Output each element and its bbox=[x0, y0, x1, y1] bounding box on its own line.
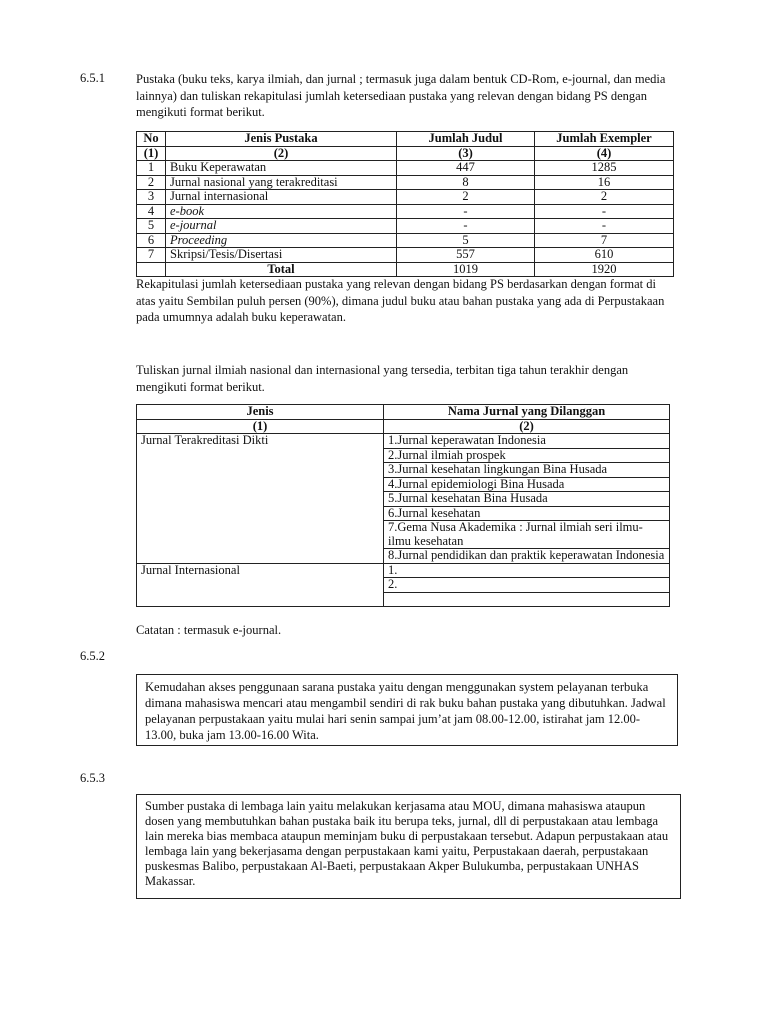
journal-intro: Tuliskan jurnal ilmiah nasional dan internasional yang tersedia, terbitan tiga tahun terakhir dengan mengikuti format berikut. bbox=[136, 363, 629, 394]
journal-subheader-row bbox=[137, 419, 670, 434]
row-exempler: 16 bbox=[535, 175, 674, 190]
group-label-dikti: Jurnal Terakreditasi Dikti bbox=[137, 434, 384, 564]
journal-item: 7.Gema Nusa Akademika : Jurnal ilmiah seri ilmu-ilmu kesehatan bbox=[384, 521, 670, 549]
subheader-cell: (2) bbox=[166, 146, 397, 161]
subheader-cell: (2) bbox=[384, 419, 670, 434]
table-row bbox=[137, 204, 674, 219]
row-jenis: e-book bbox=[166, 204, 397, 219]
journal-item: 3.Jurnal kesehatan lingkungan Bina Husada bbox=[384, 463, 670, 478]
total-exempler: 1920 bbox=[535, 262, 674, 277]
row-no: 7 bbox=[137, 248, 166, 263]
row-no: 6 bbox=[137, 233, 166, 248]
row-jenis: Proceeding bbox=[166, 233, 397, 248]
table-row bbox=[137, 248, 674, 263]
section-number-651: 6.5.1 bbox=[80, 71, 105, 85]
subheader-cell: (1) bbox=[137, 146, 166, 161]
row-jenis: Jurnal nasional yang terakreditasi bbox=[166, 175, 397, 190]
row-judul: - bbox=[397, 219, 535, 234]
access-info-box bbox=[136, 674, 678, 746]
table-row bbox=[137, 219, 674, 234]
row-exempler: 610 bbox=[535, 248, 674, 263]
row-judul: 447 bbox=[397, 161, 535, 176]
access-info-text: Kemudahan akses penggunaan sarana pustaka yaitu dengan menggunakan system pelayanan terbuka dimana mahasiswa mencari atau mengambil sendiri di rak buku bahan pustaka yang dibutuhkan. Jadwal pelayanan perpustakaan yaitu mulai hari senin sampai jum’at jam 08.00-12.00, istirahat jam 12.00-13.00, buka jam 13.00-16.00 Wita. bbox=[145, 680, 666, 742]
section-number-653: 6.5.3 bbox=[80, 771, 105, 785]
table-row bbox=[137, 233, 674, 248]
table-header-row bbox=[137, 132, 674, 147]
row-exempler: - bbox=[535, 219, 674, 234]
subheader-cell: (1) bbox=[137, 419, 384, 434]
journal-item: 6.Jurnal kesehatan bbox=[384, 506, 670, 521]
journal-item: 1. bbox=[384, 563, 670, 578]
row-jenis: Jurnal internasional bbox=[166, 190, 397, 205]
col-jenis-header: Jenis Pustaka bbox=[166, 132, 397, 147]
row-jenis: Buku Keperawatan bbox=[166, 161, 397, 176]
table-row bbox=[137, 434, 670, 449]
table-row bbox=[137, 190, 674, 205]
row-exempler: - bbox=[535, 204, 674, 219]
row-no: 4 bbox=[137, 204, 166, 219]
row-jenis: Skripsi/Tesis/Disertasi bbox=[166, 248, 397, 263]
total-judul: 1019 bbox=[397, 262, 535, 277]
col-jenis-header: Jenis bbox=[137, 405, 384, 420]
row-jenis: e-journal bbox=[166, 219, 397, 234]
table-subheader-row bbox=[137, 146, 674, 161]
row-judul: 2 bbox=[397, 190, 535, 205]
external-sources-box bbox=[136, 794, 681, 899]
table-row bbox=[137, 175, 674, 190]
journal-item: 4.Jurnal epidemiologi Bina Husada bbox=[384, 477, 670, 492]
collection-summary: Rekapitulasi jumlah ketersediaan pustaka yang relevan dengan bidang PS berdasarkan dengan format di atas yaitu Sembilan puluh persen (90%), dimana judul buku atau bahan pustaka yang ada di Perpustakaan pada umumnya adalah buku keperawatan. bbox=[136, 277, 665, 324]
external-sources-text: Sumber pustaka di lembaga lain yaitu melakukan kerjasama atau MOU, dimana mahasiswa ataupun dosen yang membutuhkan bahan pustaka baik itu berupa teks, jurnal, dll di perpustakaan atau lembaga lain mereka bias membaca ataupun meminjam buku di perpustakaan tersebut. Adapun perpustakaan atau lembaga lain yang bekerjasama dengan perpustakaan kami yaitu, Perpustakaan daerah, perpustakaan puskesmas Balibo, perpustakaan Al-Baeti, perpustakaan Akper Bulukumba, perpustakaan UNHAS Makassar. bbox=[145, 799, 669, 888]
col-judul-header: Jumlah Judul bbox=[397, 132, 535, 147]
journal-item-empty bbox=[384, 592, 670, 607]
row-judul: 8 bbox=[397, 175, 535, 190]
table-row bbox=[137, 563, 670, 578]
row-judul: 5 bbox=[397, 233, 535, 248]
journal-item: 2. bbox=[384, 578, 670, 593]
total-label: Total bbox=[166, 262, 397, 277]
group-label-internasional: Jurnal Internasional bbox=[137, 563, 384, 607]
row-no: 5 bbox=[137, 219, 166, 234]
journal-item: 1.Jurnal keperawatan Indonesia bbox=[384, 434, 670, 449]
section-651-intro: Pustaka (buku teks, karya ilmiah, dan jurnal ; termasuk juga dalam bentuk CD-Rom, e-journal, dan media lainnya) dan tuliskan rekapitulasi jumlah ketersediaan pustaka yang relevan dengan bidang PS dengan mengikuti format berikut. bbox=[136, 72, 666, 119]
table-row bbox=[137, 161, 674, 176]
row-exempler: 7 bbox=[535, 233, 674, 248]
row-exempler: 1285 bbox=[535, 161, 674, 176]
row-judul: 557 bbox=[397, 248, 535, 263]
col-exempler-header: Jumlah Exempler bbox=[535, 132, 674, 147]
library-collection-table bbox=[136, 131, 674, 277]
row-no: 3 bbox=[137, 190, 166, 205]
table-note: Catatan : termasuk e-journal. bbox=[136, 623, 282, 637]
row-no: 2 bbox=[137, 175, 166, 190]
row-judul: - bbox=[397, 204, 535, 219]
col-nama-jurnal-header: Nama Jurnal yang Dilanggan bbox=[384, 405, 670, 420]
journal-item: 5.Jurnal kesehatan Bina Husada bbox=[384, 492, 670, 507]
section-number-652: 6.5.2 bbox=[80, 649, 105, 663]
journal-table bbox=[136, 404, 670, 607]
col-no-header: No bbox=[137, 132, 166, 147]
journal-header-row bbox=[137, 405, 670, 420]
journal-item: 2.Jurnal ilmiah prospek bbox=[384, 448, 670, 463]
subheader-cell: (3) bbox=[397, 146, 535, 161]
row-no: 1 bbox=[137, 161, 166, 176]
total-empty-cell bbox=[137, 262, 166, 277]
subheader-cell: (4) bbox=[535, 146, 674, 161]
table-total-row bbox=[137, 262, 674, 277]
row-exempler: 2 bbox=[535, 190, 674, 205]
journal-item: 8.Jurnal pendidikan dan praktik keperawatan Indonesia bbox=[384, 549, 670, 564]
